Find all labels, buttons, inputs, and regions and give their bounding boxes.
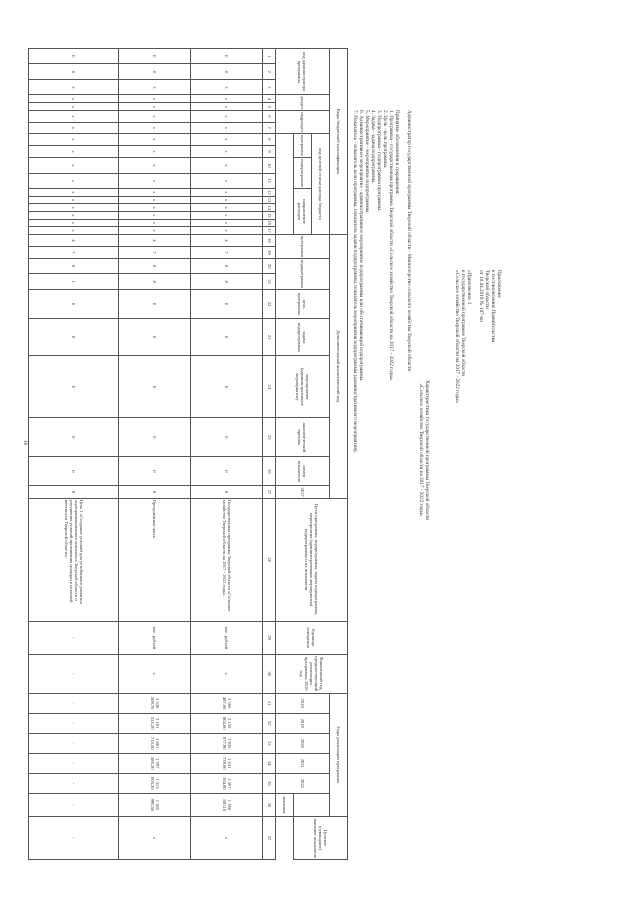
note-line: 5. Мероприятие - мероприятие подпрограммы. <box>364 110 370 214</box>
code-cell: 0 <box>119 418 191 457</box>
appendix-line: к государственной программе Тверской области <box>460 270 466 377</box>
column-number: 28 <box>263 498 276 621</box>
code-cell: 0 <box>191 486 263 498</box>
header-name: Цели программы, подпрограммы, задачи подпрограммы, мероприятия (административные мероприятия) подпрограммы и их показатели <box>276 498 348 621</box>
code-cell: x <box>29 227 119 235</box>
code-cell: 0 <box>191 418 263 457</box>
row-value: 1 881 718,50 <box>119 733 191 753</box>
code-cell: 0 <box>29 319 119 356</box>
column-number: 26 <box>263 457 276 486</box>
code-cell: 0 <box>29 418 119 457</box>
code-cell: x <box>191 158 263 174</box>
code-cell: 0 <box>119 319 191 356</box>
code-cell: x <box>29 211 119 219</box>
code-cell: 3 <box>29 79 119 94</box>
code-cell: 0 <box>119 457 191 486</box>
column-number: 32 <box>263 713 276 733</box>
header-target-code: код целевой статьи расхода бюджета <box>312 133 330 234</box>
row-value: - <box>29 793 119 816</box>
header-subsection: подраздел <box>276 111 330 134</box>
header-fin-year: Финансовый год, предшествующий реализации программы, 2016 год <box>276 654 348 693</box>
code-cell: x <box>29 189 119 197</box>
row-value: - <box>29 693 119 713</box>
row-value: - <box>29 753 119 773</box>
code-cell: 7 <box>119 246 191 258</box>
header-direction: направление расходов <box>294 189 312 235</box>
column-number: 14 <box>263 204 276 212</box>
note-line: Принятые обозначения и сокращения: <box>394 110 400 195</box>
column-number: 3 <box>263 79 276 94</box>
column-number: 19 <box>263 246 276 258</box>
header-value: значение <box>276 793 294 816</box>
column-number-row <box>263 49 276 860</box>
column-number: 31 <box>263 693 276 713</box>
code-cell: x <box>29 219 119 227</box>
row-target: - <box>29 817 119 860</box>
row-fin: x <box>119 654 191 693</box>
code-cell: 0 <box>191 274 263 290</box>
code-cell: x <box>29 111 119 122</box>
code-cell: 0 <box>119 486 191 498</box>
column-number: 15 <box>263 211 276 219</box>
row-unit: - <box>29 621 119 654</box>
code-cell: x <box>191 95 263 103</box>
code-cell: x <box>119 145 191 157</box>
column-number: 33 <box>263 733 276 753</box>
header-indicator: номер показателя <box>276 457 330 486</box>
note-line: 4. Задача - задача подпрограммы. <box>370 110 376 184</box>
column-number: 10 <box>263 158 276 174</box>
note-line: 3. Подпрограмма - подпрограмма программы. <box>376 110 382 212</box>
code-cell: x <box>119 189 191 197</box>
code-cell: 0 <box>29 289 119 318</box>
note-line: 1. Программа - государственная программа Тверской области «Сельское хозяйство Тверской области на 2017 - 2022 годы». <box>388 110 394 382</box>
code-cell: x <box>191 227 263 235</box>
header-program: программа <box>276 234 330 258</box>
column-number: 5 <box>263 103 276 111</box>
code-cell: 0 <box>29 356 119 418</box>
header-codes-extra: Дополнительный аналитический код <box>330 234 348 498</box>
code-cell: x <box>29 204 119 212</box>
appendix-line: от 10.04.2019 № 107-пп <box>478 270 484 323</box>
column-number: 30 <box>263 654 276 693</box>
row-value: 1 368 350,10 <box>191 793 263 816</box>
code-cell: 8 <box>119 64 191 79</box>
code-cell: x <box>119 173 191 188</box>
header-years-title: Годы реализации программы <box>330 693 348 816</box>
header-year: 2017 <box>276 486 330 498</box>
row-value: 1 313 005,20 <box>119 773 191 793</box>
code-cell: x <box>29 103 119 111</box>
header-year: 2022 <box>276 773 330 793</box>
code-cell: 3 <box>119 79 191 94</box>
code-cell: 0 <box>191 356 263 418</box>
column-number: 18 <box>263 234 276 246</box>
row-value: - <box>29 733 119 753</box>
code-cell: 0 <box>191 258 263 274</box>
code-cell: x <box>191 111 263 122</box>
table-row <box>191 49 263 860</box>
code-cell: x <box>119 196 191 204</box>
code-cell: 0 <box>119 258 191 274</box>
code-cell: 0 <box>29 258 119 274</box>
code-cell: 0 <box>119 49 191 64</box>
column-number: 27 <box>263 486 276 498</box>
code-cell: x <box>191 173 263 188</box>
table-row <box>29 49 119 860</box>
column-number: 21 <box>263 274 276 290</box>
column-number: 29 <box>263 621 276 654</box>
appendix-line: к постановлению Правительства <box>490 270 496 343</box>
page-subtitle: «Сельское хозяйство Тверской области на 2017 - 2022 годы» <box>418 383 424 517</box>
row-value: 1 936 077,90 <box>191 733 263 753</box>
code-cell: x <box>191 145 263 157</box>
code-cell: 7 <box>191 246 263 258</box>
row-target: x <box>119 817 191 860</box>
code-cell: x <box>191 122 263 133</box>
note-line: 2. Цель - цель программы. <box>382 110 388 169</box>
row-value: 3 366 487,60 <box>191 693 263 713</box>
note-line: 7. Показатель - показатель цели программы, показатель задачи подпрограммы, показатель мероприятия подпрограммы (административного мероприятия). <box>352 110 358 453</box>
header-goal: цель программы <box>276 289 330 318</box>
column-number: 25 <box>263 418 276 457</box>
table-row <box>119 49 191 860</box>
column-number: 23 <box>263 319 276 356</box>
column-number: 7 <box>263 122 276 133</box>
code-cell: x <box>191 189 263 197</box>
row-value: 1 367 364,80 <box>191 773 263 793</box>
code-cell: 1 <box>29 274 119 290</box>
appendix-line: «Приложение 1 <box>466 270 472 305</box>
column-number: 11 <box>263 173 276 188</box>
column-number: 36 <box>263 793 276 816</box>
code-cell: x <box>119 103 191 111</box>
code-cell: x <box>29 145 119 157</box>
header-year: 2018 <box>276 693 330 713</box>
code-cell: x <box>191 133 263 145</box>
column-number: 24 <box>263 356 276 418</box>
column-number: 20 <box>263 258 276 274</box>
appendix-line: Тверской области <box>484 270 490 309</box>
column-number: 34 <box>263 753 276 773</box>
header-codes-budget: Коды бюджетной классификации <box>330 49 348 235</box>
code-cell: x <box>29 158 119 174</box>
code-cell: 4 <box>191 234 263 246</box>
row-name: Цель 1 «Создание условий для устойчивого развития агропромышленного комплекса Тверской области и улучшения условий проживания граждан в сельской местности Тверской области» <box>29 498 119 621</box>
code-cell: 3 <box>191 79 263 94</box>
header-unit: Единица измерения <box>276 621 348 654</box>
code-cell: x <box>29 95 119 103</box>
column-number: 13 <box>263 196 276 204</box>
row-fin: - <box>29 654 119 693</box>
column-number: 35 <box>263 773 276 793</box>
header-analytic: аналитический признак <box>276 418 330 457</box>
code-cell: 0 <box>29 49 119 64</box>
appendix-line: Приложение <box>496 270 502 298</box>
code-cell: 0 <box>29 486 119 498</box>
note-line: 6. Административное мероприятие - административное мероприятие подпрограммы или обеспечивающей подпрограммы. <box>358 110 364 382</box>
row-value: 1 305 990,50 <box>119 793 191 816</box>
code-cell: x <box>191 211 263 219</box>
code-cell: 8 <box>29 64 119 79</box>
header-subprogram-sub: подпрограмма <box>294 158 312 189</box>
row-target: x <box>191 817 263 860</box>
page-title: Характеристика государственной программы Тверской области <box>424 379 430 521</box>
code-cell: x <box>29 173 119 188</box>
column-number: 9 <box>263 145 276 157</box>
code-cell: 0 <box>191 49 263 64</box>
header-program-sub: программа <box>294 133 312 157</box>
code-cell: 8 <box>191 64 263 79</box>
column-number: 8 <box>263 133 276 145</box>
code-cell: 0 <box>191 457 263 486</box>
column-number: 17 <box>263 227 276 235</box>
code-cell: x <box>119 158 191 174</box>
header-year: 2021 <box>276 753 330 773</box>
column-number: 16 <box>263 219 276 227</box>
code-cell: 0 <box>119 274 191 290</box>
header-year: 2019 <box>276 713 330 733</box>
header-year: 2020 <box>276 733 330 753</box>
code-cell: x <box>191 196 263 204</box>
row-value: 1 631 739,60 <box>191 753 263 773</box>
page-number: 16 <box>22 440 28 446</box>
code-cell: x <box>29 196 119 204</box>
row-name: Государственная программа Тверской области «Сельское хозяйство Тверской области на 2017 - 2022 годы» <box>191 498 263 621</box>
code-cell: 7 <box>29 246 119 258</box>
column-number: 2 <box>263 64 276 79</box>
header-admin-code: код администратора программы <box>276 49 330 95</box>
row-value: - <box>29 713 119 733</box>
header-task: задача подпрограммы <box>276 319 330 356</box>
code-cell: x <box>119 219 191 227</box>
row-value: 2 155 804,60 <box>191 713 263 733</box>
code-cell: x <box>119 227 191 235</box>
row-value: - <box>29 773 119 793</box>
code-cell: x <box>29 133 119 145</box>
program-table <box>28 48 348 860</box>
row-fin: x <box>191 654 263 693</box>
code-cell: x <box>119 111 191 122</box>
column-number: 12 <box>263 189 276 197</box>
administrator-text: Администратор государственной программы Тверской области - Министерство сельского хозяйства Тверской области <box>406 110 412 372</box>
row-name: Программная часть <box>119 498 191 621</box>
code-cell: x <box>191 103 263 111</box>
code-cell: x <box>29 122 119 133</box>
appendix-line: «Сельское хозяйство Тверской области на 2017 - 2022 годы» <box>454 270 460 404</box>
code-cell: 0 <box>119 356 191 418</box>
code-cell: x <box>191 204 263 212</box>
row-unit: тыс. рублей <box>191 621 263 654</box>
column-number: 1 <box>263 49 276 64</box>
code-cell: 4 <box>119 234 191 246</box>
row-value: 2 101 535,20 <box>119 713 191 733</box>
code-cell: x <box>119 204 191 212</box>
row-unit: тыс. рублей <box>119 621 191 654</box>
row-value: 3 336 209,70 <box>119 693 191 713</box>
column-number: 22 <box>263 289 276 318</box>
code-cell: x <box>191 219 263 227</box>
header-measure: мероприятие (административное мероприятие) <box>276 356 330 418</box>
header-subprogram: подпрограмма <box>276 258 330 289</box>
code-cell: 4 <box>29 234 119 246</box>
column-number: 6 <box>263 111 276 122</box>
row-value: 1 597 380,20 <box>119 753 191 773</box>
header-blank <box>276 133 294 234</box>
header-section: раздел <box>276 95 330 111</box>
code-cell: 0 <box>29 457 119 486</box>
column-number: 4 <box>263 95 276 103</box>
code-cell: 0 <box>191 289 263 318</box>
code-cell: x <box>119 95 191 103</box>
header-target-value: Целевое (суммарное) значение показателя <box>294 817 348 860</box>
code-cell: x <box>119 133 191 145</box>
code-cell: 0 <box>191 319 263 356</box>
column-number: 37 <box>263 817 276 860</box>
code-cell: x <box>119 122 191 133</box>
code-cell: x <box>119 211 191 219</box>
code-cell: 0 <box>119 289 191 318</box>
